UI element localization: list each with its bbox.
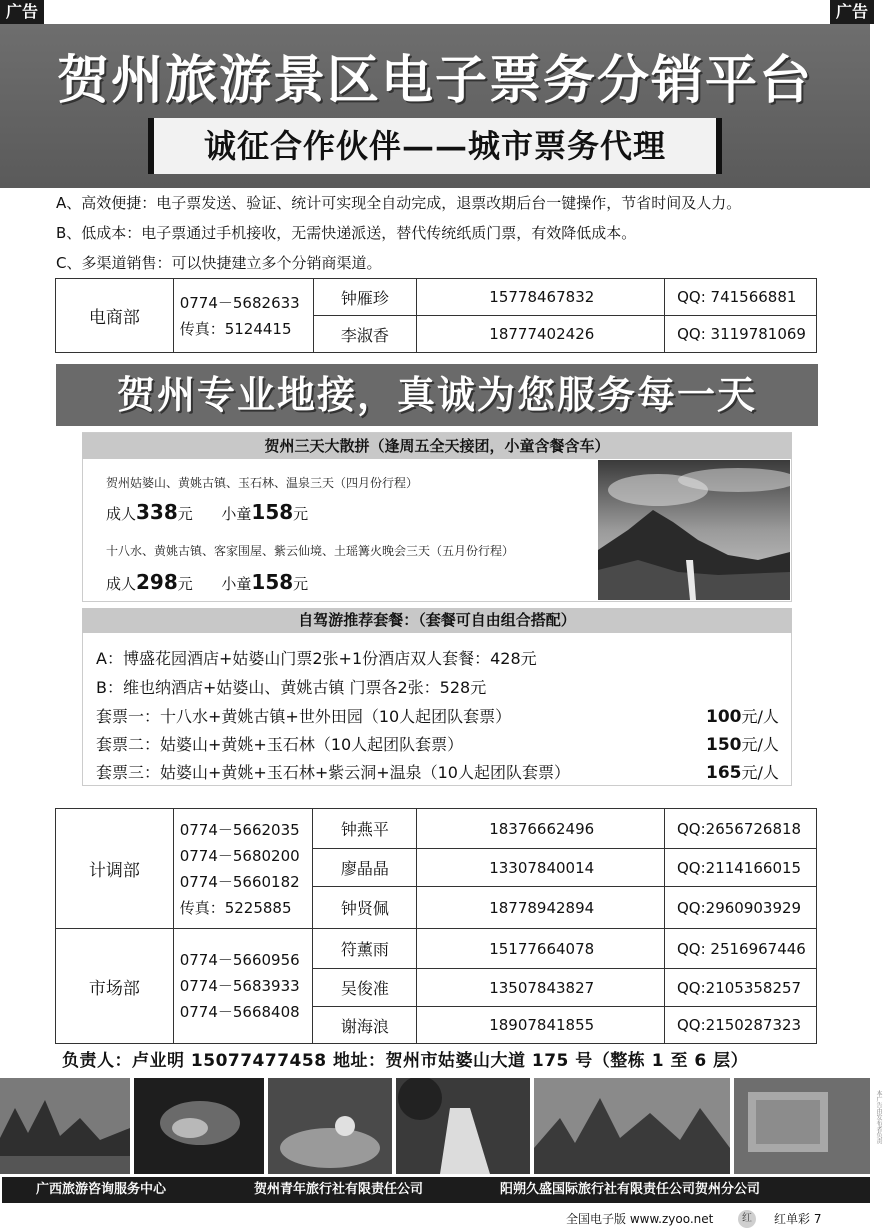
tour-header: 贺州三天大散拼（逢周五全天接团，小童含餐含车） bbox=[82, 433, 792, 459]
contact-address: 负责人：卢业明 15077477458 地址：贺州市姑婆山大道 175 号（整栋 1 至 6 层） bbox=[62, 1051, 749, 1071]
adult-label: 成人 bbox=[106, 575, 137, 593]
child-price: 158 bbox=[251, 570, 294, 594]
brand-badge-icon: 红 bbox=[738, 1210, 756, 1228]
page-number: 红单彩 7 bbox=[774, 1212, 822, 1226]
contact-name: 钟雁珍 bbox=[313, 279, 417, 316]
dept-phones bbox=[173, 929, 313, 1044]
tour-route: 贺州姑婆山、黄姚古镇、玉石林、温泉三天（四月份行程） bbox=[106, 476, 419, 490]
department-contact-table bbox=[55, 808, 817, 1044]
contact-name: 吴俊准 bbox=[313, 969, 417, 1007]
contact-name: 钟贤佩 bbox=[313, 887, 417, 929]
feature-b: B、低成本：电子票通过手机接收，无需快递派送，替代传统纸质门票，有效降低成本。 bbox=[56, 224, 637, 242]
service-banner: 贺州专业地接，真诚为您服务每一天 bbox=[56, 364, 818, 426]
price-unit: 元 bbox=[177, 505, 193, 523]
dept-dispatch: 计调部 bbox=[56, 809, 174, 929]
contact-mobile: 18907841855 bbox=[417, 1007, 665, 1044]
phone-number: 0774－5668408 bbox=[179, 1003, 300, 1021]
contact-qq: QQ:2656726818 bbox=[664, 809, 816, 849]
subtitle: 诚征合作伙伴——城市票务代理 bbox=[203, 127, 666, 165]
table-row bbox=[56, 929, 817, 969]
header-banner bbox=[0, 24, 870, 188]
phone-number: 0774－5660956 bbox=[179, 951, 300, 969]
package-price bbox=[706, 760, 779, 783]
feature-a: A、高效便捷：电子票发送、验证、统计可实现全自动完成，退票改期后台一键操作，节省时间及人力。 bbox=[56, 194, 742, 212]
package-price bbox=[706, 704, 779, 727]
self-drive-header: 自驾游推荐套餐：（套餐可自由组合搭配） bbox=[82, 608, 792, 633]
company-name: 阳朔久盛国际旅行社有限责任公司贺州分公司 bbox=[500, 1182, 761, 1197]
contact-name: 钟燕平 bbox=[313, 809, 417, 849]
contact-mobile: 13507843827 bbox=[417, 969, 665, 1007]
company-bar bbox=[2, 1177, 870, 1203]
dept-market: 市场部 bbox=[56, 929, 174, 1044]
adult-label: 成人 bbox=[106, 505, 137, 523]
child-label: 小童 bbox=[221, 575, 252, 593]
company-name: 贺州青年旅行社有限责任公司 bbox=[254, 1182, 424, 1197]
package-item: 套票二：姑婆山+黄姚+玉石林（10人起团队套票） bbox=[96, 735, 464, 754]
company-name: 广西旅游咨询服务中心 bbox=[36, 1182, 167, 1197]
price-value: 165 bbox=[706, 763, 742, 783]
tour-route: 十八水、黄姚古镇、客家围屋、紫云仙境、土瑶篝火晚会三天（五月份行程） bbox=[106, 544, 515, 558]
ad-tag-right: 广告 bbox=[830, 0, 874, 24]
table-row bbox=[56, 279, 817, 316]
fax-number: 传真：5124415 bbox=[179, 319, 292, 338]
table-row bbox=[56, 809, 817, 849]
ad-tag-left: 广告 bbox=[0, 0, 44, 24]
contact-mobile: 18777402426 bbox=[417, 316, 665, 353]
dept-ecommerce: 电商部 bbox=[56, 279, 174, 353]
price-unit: 元 bbox=[293, 575, 309, 593]
package-item: 套票一：十八水+黄姚古镇+世外田园（10人起团队套票） bbox=[96, 707, 512, 726]
contact-mobile: 18376662496 bbox=[417, 809, 665, 849]
contact-name: 符薰雨 bbox=[313, 929, 417, 969]
phone-number: 0774－5682633 bbox=[179, 293, 300, 312]
scenery-photo-strip bbox=[0, 1078, 870, 1174]
dept-phones bbox=[173, 279, 313, 353]
price-unit: 元 bbox=[177, 575, 193, 593]
package-item: B：维也纳酒店+姑婆山、黄姚古镇 门票各2张：528元 bbox=[96, 678, 487, 697]
adult-price: 298 bbox=[136, 570, 178, 594]
package-item: A：博盛花园酒店+姑婆山门票2张+1份酒店双人套餐：428元 bbox=[96, 649, 537, 668]
page-title: 贺州旅游景区电子票务分销平台 bbox=[56, 51, 813, 111]
dept-phones bbox=[173, 809, 313, 929]
tour-price bbox=[106, 500, 308, 524]
contact-mobile: 18778942894 bbox=[417, 887, 665, 929]
price-value: 150 bbox=[706, 735, 742, 755]
contact-qq: QQ: 2516967446 bbox=[664, 929, 816, 969]
contact-qq: QQ:2960903929 bbox=[664, 887, 816, 929]
contact-mobile: 15778467832 bbox=[417, 279, 665, 316]
contact-qq: QQ:2114166015 bbox=[664, 849, 816, 887]
price-unit: 元/人 bbox=[741, 763, 779, 782]
phone-number: 0774－5660182 bbox=[179, 872, 300, 891]
ecommerce-contact-table bbox=[55, 278, 817, 353]
contact-name: 谢海浪 bbox=[313, 1007, 417, 1044]
fax-number: 传真：5225885 bbox=[179, 898, 292, 917]
feature-c: C、多渠道销售：可以快捷建立多个分销商渠道。 bbox=[56, 254, 382, 272]
contact-mobile: 15177664078 bbox=[417, 929, 665, 969]
child-label: 小童 bbox=[221, 505, 252, 523]
contact-qq: QQ: 3119781069 bbox=[665, 316, 817, 353]
phone-number: 0774－5683933 bbox=[179, 977, 300, 995]
phone-number: 0774－5680200 bbox=[179, 846, 300, 865]
contact-qq: QQ:2150287323 bbox=[664, 1007, 816, 1044]
website-label: 全国电子版 www.zyoo.net bbox=[566, 1212, 714, 1226]
price-value: 100 bbox=[706, 707, 742, 727]
adult-price: 338 bbox=[136, 500, 178, 524]
contact-mobile: 13307840014 bbox=[417, 849, 665, 887]
price-unit: 元 bbox=[293, 505, 309, 523]
price-unit: 元/人 bbox=[741, 707, 779, 726]
phone-number: 0774－5662035 bbox=[179, 820, 300, 839]
package-price bbox=[706, 732, 779, 755]
child-price: 158 bbox=[251, 500, 294, 524]
contact-qq: QQ: 741566881 bbox=[665, 279, 817, 316]
contact-name: 李淑香 bbox=[313, 316, 417, 353]
side-note: 本广告由发布者负责 bbox=[875, 1090, 882, 1144]
package-item: 套票三：姑婆山+黄姚+玉石林+紫云洞+温泉（10人起团队套票） bbox=[96, 763, 570, 782]
tour-price bbox=[106, 570, 308, 594]
contact-name: 廖晶晶 bbox=[313, 849, 417, 887]
subtitle-box bbox=[148, 118, 722, 174]
contact-qq: QQ:2105358257 bbox=[664, 969, 816, 1007]
price-unit: 元/人 bbox=[741, 735, 779, 754]
mountain-photo bbox=[598, 460, 790, 600]
